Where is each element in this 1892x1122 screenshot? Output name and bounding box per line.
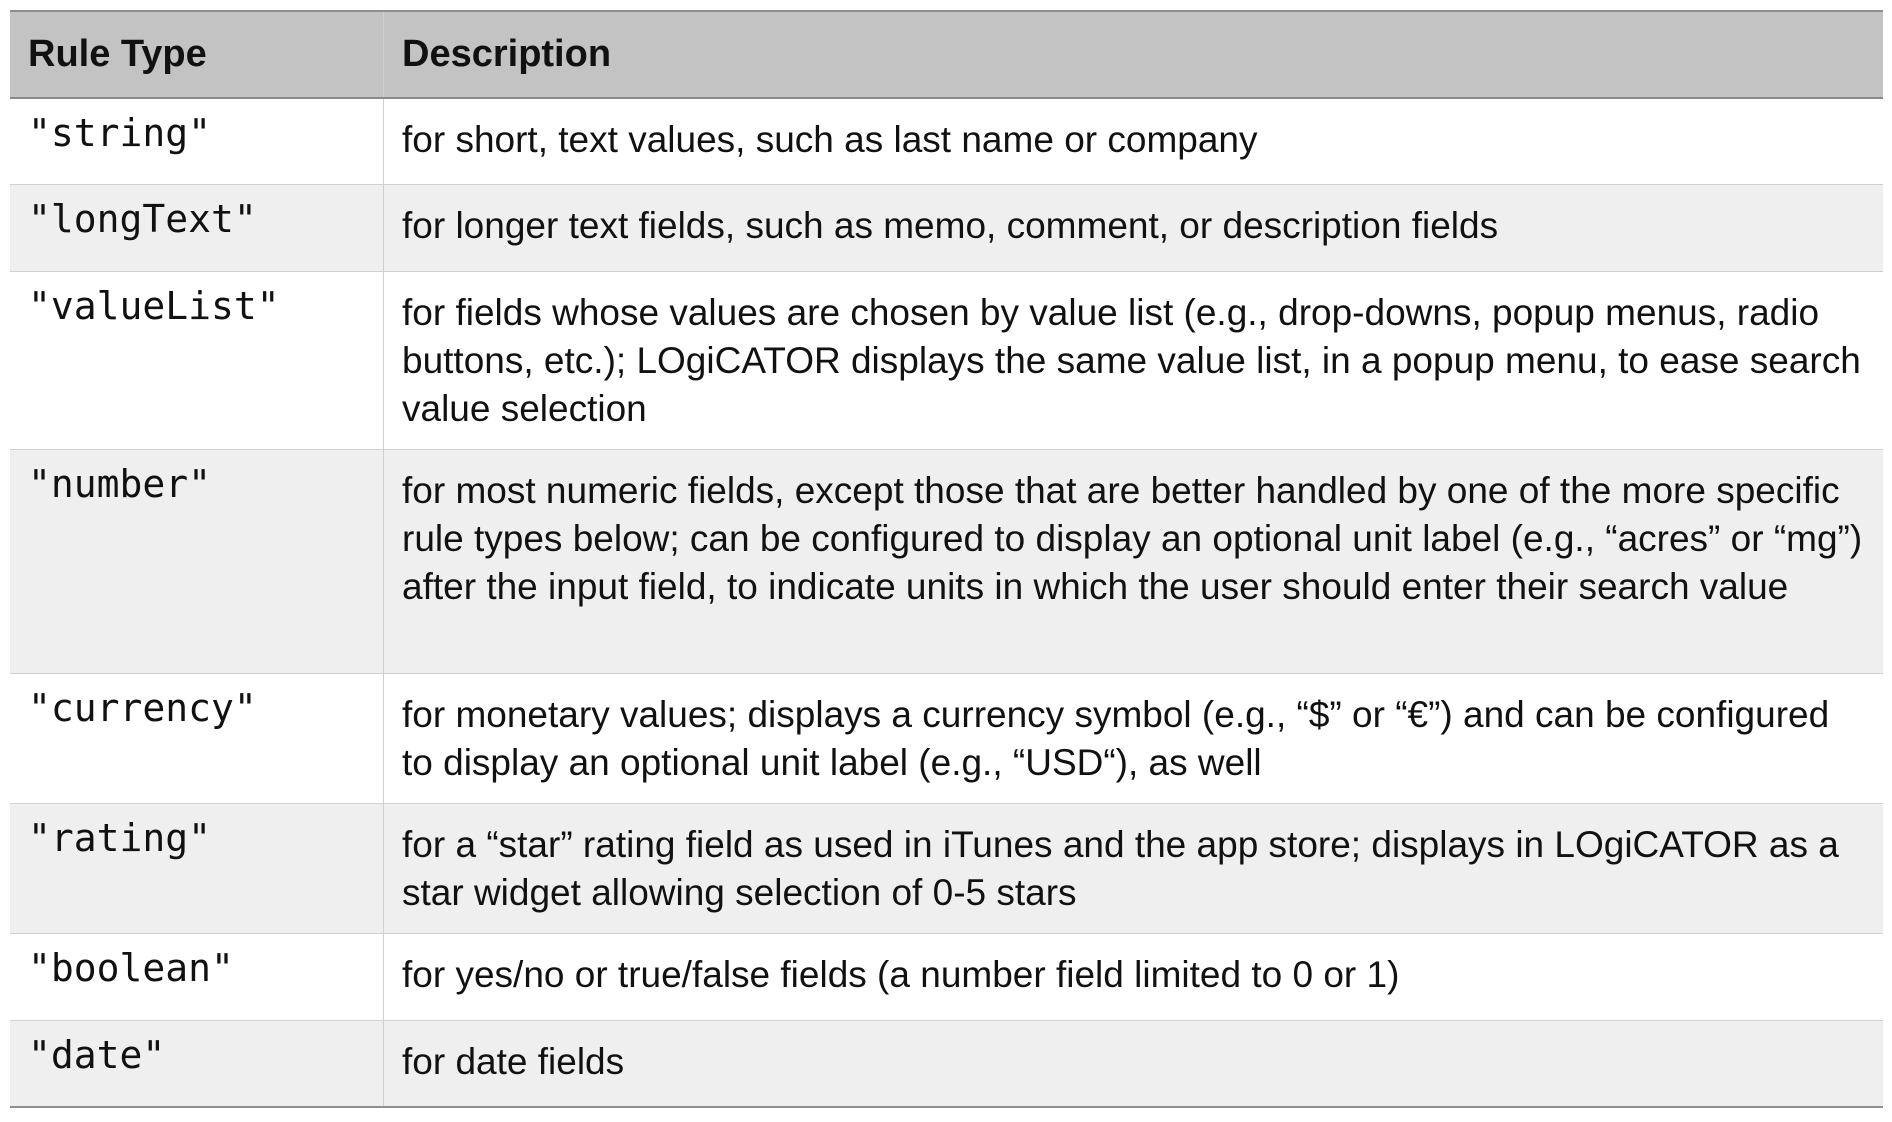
description-cell: for monetary values; displays a currency symbol (e.g., “$” or “€”) and can be configured to display an optional unit label (e.g., “USD“), as well — [384, 673, 1884, 803]
table-row — [10, 933, 1883, 1020]
rule-types-table — [10, 10, 1883, 1108]
table-row — [10, 184, 1883, 271]
description-cell: for short, text values, such as last name or company — [384, 98, 1884, 184]
rule-type-cell: "rating" — [10, 803, 384, 933]
table-header-row — [10, 11, 1883, 98]
description-cell: for fields whose values are chosen by value list (e.g., drop-downs, popup menus, radio buttons, etc.); LOgiCATOR displays the same value list, in a popup menu, to ease search value selection — [384, 271, 1884, 449]
description-cell: for longer text fields, such as memo, comment, or description fields — [384, 184, 1884, 271]
header-description: Description — [402, 33, 612, 75]
table-row — [10, 449, 1883, 673]
table-row — [10, 1020, 1883, 1107]
table-row — [10, 271, 1883, 449]
description-cell: for most numeric fields, except those that are better handled by one of the more specific rule types below; can be configured to display an optional unit label (e.g., “acres” or “mg”) after the input field, to indicate units in which the user should enter their search value — [384, 449, 1884, 673]
rule-type-cell: "boolean" — [10, 933, 384, 1020]
rule-type-cell: "date" — [10, 1020, 384, 1107]
rule-type-cell: "string" — [10, 98, 384, 184]
description-cell: for a “star” rating field as used in iTunes and the app store; displays in LOgiCATOR as a star widget allowing selection of 0-5 stars — [384, 803, 1884, 933]
table-row — [10, 803, 1883, 933]
table-row — [10, 98, 1883, 184]
rule-type-cell: "valueList" — [10, 271, 384, 449]
rule-type-cell: "number" — [10, 449, 384, 673]
header-rule-type: Rule Type — [10, 11, 384, 98]
table-row — [10, 673, 1883, 803]
description-cell: for yes/no or true/false fields (a number field limited to 0 or 1) — [384, 933, 1884, 1020]
rule-type-cell: "longText" — [10, 184, 384, 271]
description-cell: for date fields — [384, 1020, 1884, 1107]
rule-type-cell: "currency" — [10, 673, 384, 803]
